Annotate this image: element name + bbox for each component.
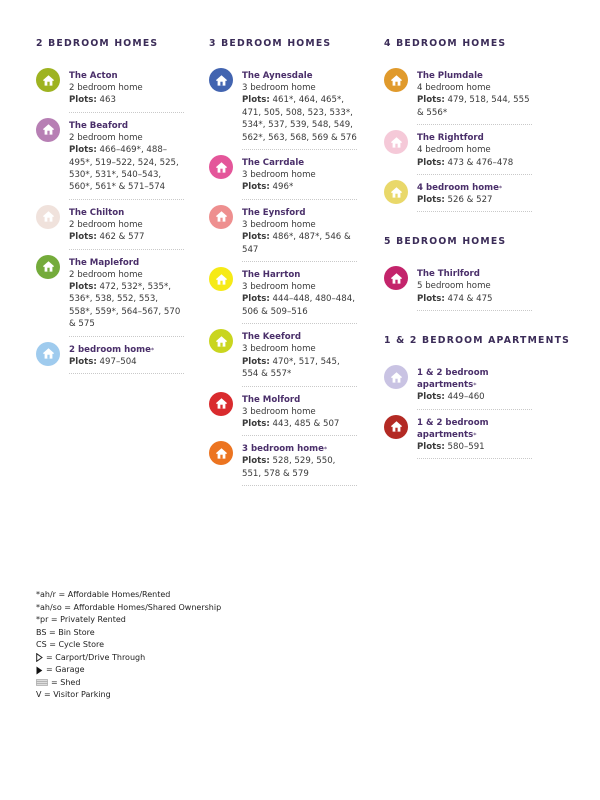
house-type-name: [242, 443, 357, 455]
plots-line: [242, 356, 357, 381]
house-type-name: [69, 257, 184, 269]
house-type-description: 5 bedroom home: [417, 281, 491, 292]
house-type-entry: [36, 70, 184, 107]
legend: [36, 589, 221, 702]
house-type-name: [417, 182, 532, 194]
house-icon: [42, 210, 55, 223]
house-type-name-text: 1 & 2 bedroom apartments: [417, 368, 489, 391]
house-type-name: [69, 70, 184, 82]
plots-label: Plots:: [417, 157, 445, 168]
legend-item: [36, 652, 221, 665]
legend-item: [36, 602, 221, 615]
plots-line: [242, 231, 357, 256]
house-type-name: [242, 331, 357, 343]
house-badge: [209, 329, 233, 353]
plots-label: Plots:: [417, 293, 445, 304]
plots-label: Plots:: [417, 441, 445, 452]
house-type-entry: [209, 331, 357, 380]
entry-list: [36, 70, 206, 368]
legend-text: V = Visitor Parking: [36, 690, 111, 699]
legend-item: [36, 689, 221, 702]
house-icon: [390, 186, 403, 199]
house-type-name: [417, 132, 532, 144]
house-badge: [384, 130, 408, 154]
house-badge: [209, 441, 233, 465]
house-badge: [384, 180, 408, 204]
plots-label: Plots:: [69, 95, 97, 106]
house-icon: [390, 272, 403, 285]
house-type-entry: [209, 394, 357, 431]
plots-value: 470*, 517, 545, 554 & 557*: [242, 356, 340, 380]
house-type-name: [417, 70, 532, 82]
plots-label: Plots:: [242, 95, 270, 106]
house-type-entry: [384, 367, 532, 403]
plots-value: 462 & 577: [99, 232, 145, 243]
legend-item: [36, 589, 221, 602]
plots-line: [69, 144, 184, 194]
house-badge: [209, 392, 233, 416]
house-type-description: 3 bedroom home: [242, 282, 316, 293]
house-type-name-text: The Plumdale: [417, 71, 483, 81]
house-type-entry: [209, 269, 357, 318]
house-type-description: 2 bedroom home: [69, 219, 143, 230]
entry-list: [384, 268, 554, 305]
house-type-description: 2 bedroom home: [69, 83, 143, 93]
house-type-name: [69, 207, 184, 219]
house-badge: [36, 255, 60, 279]
plots-line: [69, 281, 184, 331]
house-icon: [215, 74, 228, 87]
plots-label: Plots:: [417, 195, 445, 206]
house-type-name-text: The Carrdale: [242, 158, 305, 169]
carport-triangle-outline-icon: [36, 653, 46, 662]
house-icon: [215, 447, 228, 460]
legend-text: *ah/r = Affordable Homes/Rented: [36, 590, 171, 599]
plots-label: Plots:: [417, 392, 445, 403]
section-heading: 2 BEDROOM HOMES: [36, 38, 159, 49]
house-icon: [42, 74, 55, 87]
legend-text: *ah/so = Affordable Homes/Shared Ownership: [36, 602, 222, 612]
shed-hatch-icon: [36, 679, 51, 686]
garage-triangle-filled-icon: [36, 666, 46, 675]
house-badge: [209, 155, 233, 179]
plots-label: Plots:: [417, 95, 445, 106]
plots-value: 580–591: [447, 441, 485, 452]
footnote-marker: *: [498, 184, 503, 193]
house-type-name-text: 1 & 2 bedroom apartments: [417, 417, 489, 440]
legend-text: CS = Cycle Store: [36, 640, 105, 649]
column-3: [384, 38, 571, 466]
plots-label: Plots:: [242, 356, 270, 367]
house-type-description: 3 bedroom home: [242, 219, 316, 230]
plots-value: 479, 518, 544, 555 & 556*: [417, 95, 530, 118]
house-type-name-text: The Molford: [242, 394, 301, 405]
house-type-entry: [36, 344, 184, 368]
section-heading: 5 BEDROOM HOMES: [384, 236, 507, 248]
legend-item: [36, 614, 221, 627]
plots-value: 466–469*, 488–495*, 519–522, 524, 525, 530*, 531*, 540–543, 560*, 561* & 571–574: [69, 145, 179, 193]
plots-line: [242, 181, 357, 193]
house-type-entry: [209, 70, 357, 144]
plots-line: [417, 194, 532, 206]
plots-line: [417, 293, 532, 305]
house-type-name: [69, 344, 184, 356]
section: [36, 38, 206, 368]
house-type-description: 2 bedroom home: [69, 269, 143, 280]
house-icon: [390, 136, 403, 149]
house-icon: [215, 273, 228, 286]
house-badge: [384, 68, 408, 92]
house-badge: [209, 205, 233, 229]
plots-line: [69, 356, 184, 368]
plots-value: 526 & 527: [447, 195, 493, 206]
house-type-name: [242, 394, 357, 406]
house-icon: [215, 161, 228, 174]
house-type-description: 3 bedroom home: [242, 344, 316, 355]
plots-line: [242, 418, 357, 430]
house-type-entry: [209, 157, 357, 194]
house-badge: [384, 266, 408, 290]
house-type-name: [69, 120, 184, 132]
house-badge: [36, 205, 60, 229]
column-2: [209, 38, 379, 493]
entry-list: [209, 70, 379, 480]
house-type-name-text: 4 bedroom home: [417, 183, 499, 194]
house-type-entry: [384, 182, 532, 206]
house-type-name-text: The Eynsford: [242, 207, 306, 218]
house-type-entry: [384, 417, 532, 453]
house-type-name-text: The Mapleford: [69, 257, 140, 268]
plots-value: 473 & 476–478: [447, 157, 514, 168]
house-icon: [390, 74, 403, 87]
plots-value: 444–448, 480–484, 506 & 509–516: [242, 294, 355, 317]
house-type-description: 4 bedroom home: [417, 83, 491, 93]
plots-line: [69, 231, 184, 243]
house-type-entry: [36, 120, 184, 194]
plots-label: Plots:: [242, 294, 270, 305]
legend-text: = Shed: [51, 677, 81, 687]
legend-item: [36, 664, 221, 677]
house-type-entry: [384, 132, 532, 169]
house-badge: [36, 118, 60, 142]
house-icon: [390, 371, 403, 384]
legend-item: [36, 627, 221, 640]
house-type-name-text: The Aynesdale: [242, 71, 313, 81]
plots-value: 496*: [272, 182, 294, 193]
house-icon: [390, 420, 403, 433]
house-icon: [215, 210, 228, 223]
plots-label: Plots:: [69, 282, 97, 293]
plots-line: [417, 157, 532, 169]
plots-label: Plots:: [69, 356, 97, 367]
plots-value: 486*, 487*, 546 & 547: [242, 232, 351, 255]
plots-value: 528, 529, 550, 551, 578 & 579: [242, 456, 336, 479]
footnote-marker: *: [473, 430, 477, 439]
house-type-name-text: The Acton: [69, 71, 118, 81]
house-type-description: 4 bedroom home: [417, 145, 491, 156]
house-badge: [384, 415, 408, 439]
section: [384, 38, 554, 206]
house-type-name-text: 2 bedroom home: [69, 344, 151, 355]
legend-text: *pr = Privately Rented: [36, 615, 126, 624]
plots-value: 449–460: [447, 392, 485, 403]
footnote-marker: *: [150, 345, 155, 354]
plots-value: 463: [99, 95, 116, 106]
house-type-description: 2 bedroom home: [69, 132, 143, 143]
house-badge: [36, 68, 60, 92]
plots-value: 461*, 464, 465*, 471, 505, 508, 523, 533*, 534*, 537, 539, 548, 549, 562*, 563, 568, 569 & 576: [242, 95, 357, 143]
plots-label: Plots:: [242, 456, 270, 467]
house-icon: [42, 347, 55, 360]
house-type-name-text: The Keeford: [242, 332, 301, 343]
plots-label: Plots:: [69, 232, 97, 243]
house-type-entry: [384, 268, 532, 305]
section-heading: 3 BEDROOM HOMES: [209, 38, 332, 49]
section-heading: 4 BEDROOM HOMES: [384, 38, 507, 49]
plots-value: 472, 532*, 535*, 536*, 538, 552, 553, 558*, 559*, 564–567, 570 & 575: [69, 282, 181, 330]
house-type-description: 3 bedroom home: [242, 83, 316, 93]
legend-item: [36, 677, 221, 690]
house-type-entry: [209, 207, 357, 256]
house-icon: [42, 260, 55, 273]
house-type-description: 3 bedroom home: [242, 170, 316, 181]
house-type-name-text: The Rightford: [417, 133, 484, 144]
plots-value: 443, 485 & 507: [272, 418, 340, 429]
house-type-name: [417, 367, 532, 391]
plots-line: [417, 391, 532, 403]
column-1: [36, 38, 206, 381]
legend-text: = Garage: [46, 665, 85, 674]
house-type-name: [242, 207, 357, 219]
house-type-name-text: 3 bedroom home: [242, 444, 324, 455]
plots-line: [242, 94, 357, 144]
plots-label: Plots:: [242, 232, 270, 243]
plots-line: [417, 94, 532, 119]
footnote-marker: *: [323, 445, 328, 454]
section: [384, 335, 571, 453]
section-heading: 1 & 2 BEDROOM APARTMENTS: [384, 335, 571, 347]
footnote-marker: *: [473, 381, 477, 390]
house-type-name: [242, 70, 357, 82]
house-type-name: [417, 417, 532, 441]
plots-line: [242, 293, 357, 318]
house-type-name-text: The Chilton: [69, 207, 125, 218]
house-type-name-text: The Harrton: [242, 270, 301, 281]
house-type-description: 3 bedroom home: [242, 406, 316, 417]
house-type-entry: [36, 207, 184, 244]
house-icon: [42, 123, 55, 136]
plots-label: Plots:: [242, 182, 270, 193]
house-type-entry: [384, 70, 532, 119]
house-badge: [384, 365, 408, 389]
house-type-name-text: The Thirlford: [417, 269, 480, 280]
entry-list: [384, 367, 554, 453]
legend-item: [36, 639, 221, 652]
house-badge: [209, 68, 233, 92]
house-type-name: [242, 157, 357, 169]
plots-label: Plots:: [242, 418, 270, 429]
plots-line: [242, 455, 357, 480]
plots-label: Plots:: [69, 145, 97, 156]
house-type-name-text: The Beaford: [69, 120, 129, 131]
plots-value: 474 & 475: [447, 293, 493, 304]
house-icon: [215, 397, 228, 410]
plots-line: [69, 94, 184, 106]
section: [384, 236, 554, 305]
house-icon: [215, 335, 228, 348]
house-type-entry: [209, 443, 357, 480]
house-badge: [209, 267, 233, 291]
house-type-entry: [36, 257, 184, 331]
house-type-name: [417, 268, 532, 280]
house-badge: [36, 342, 60, 366]
legend-text: BS = Bin Store: [36, 627, 95, 637]
entry-list: [384, 70, 554, 206]
section: [209, 38, 379, 480]
plots-value: 497–504: [99, 356, 137, 367]
plots-line: [417, 441, 532, 453]
house-type-name: [242, 269, 357, 281]
legend-text: = Carport/Drive Through: [46, 652, 146, 662]
